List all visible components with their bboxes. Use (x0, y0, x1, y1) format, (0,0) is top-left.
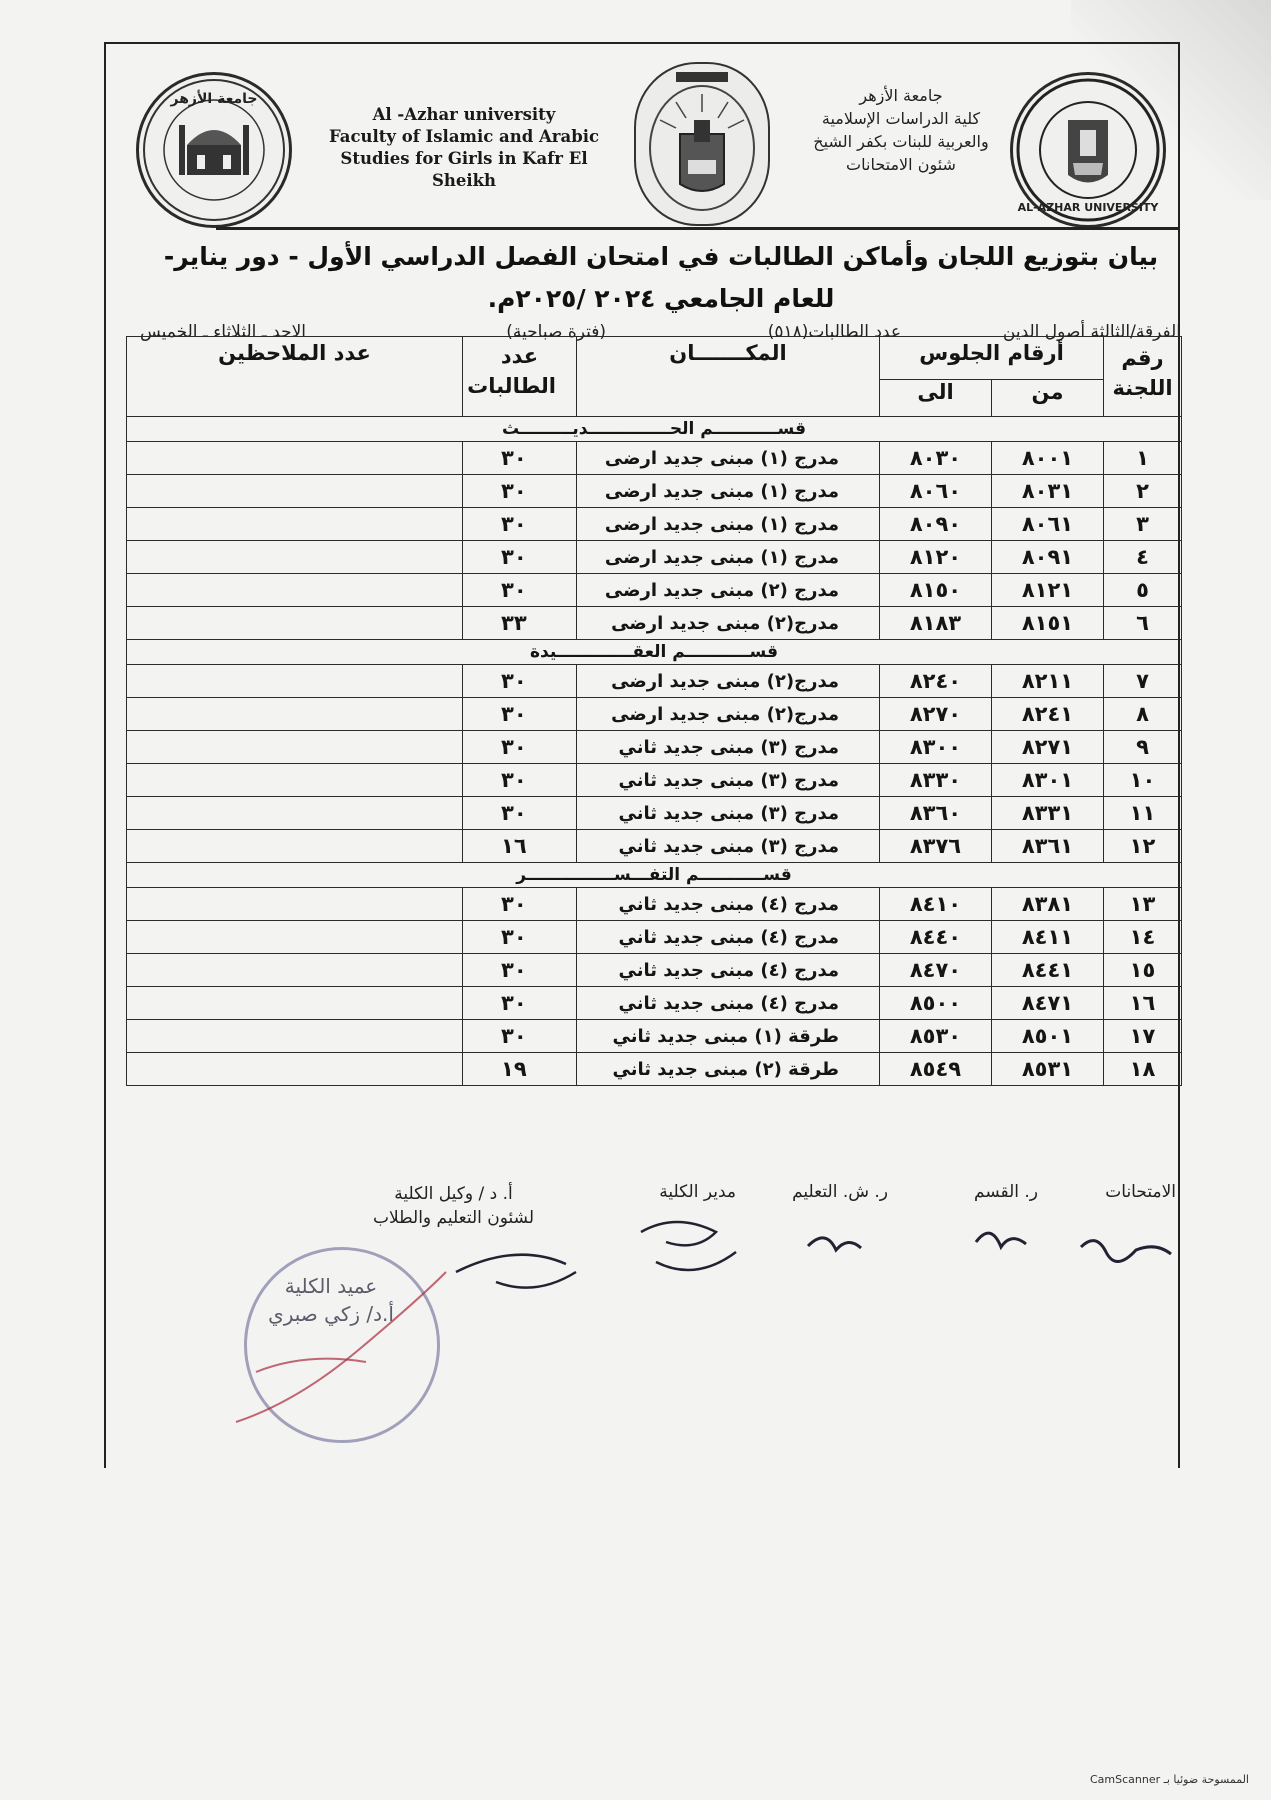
student-count: عدد الطالبات(٥١٨) (767, 322, 901, 342)
students-count-cell: ٣٠ (463, 954, 577, 987)
seat-to-cell: ٨١٨٣ (880, 607, 992, 640)
table-row (127, 698, 1182, 731)
header-observers-count: عدد الملاحظين (127, 337, 463, 417)
students-count-cell: ٣٠ (463, 541, 577, 574)
header-divider (216, 227, 1178, 230)
committee-number-cell: ١٧ (1104, 1020, 1182, 1053)
university-emblem-logo (634, 62, 770, 226)
vice-dean-line1: أ. د / وكيل الكلية (394, 1184, 513, 1204)
students-count-cell: ٣٠ (463, 1020, 577, 1053)
arabic-line-exams-office: شئون الامتحانات (846, 155, 956, 174)
committee-number-cell: ٩ (1104, 731, 1182, 764)
place-cell: طرقة (٢) مبنى جديد ثاني (577, 1053, 880, 1086)
seat-to-cell: ٨١٥٠ (880, 574, 992, 607)
english-letterhead (314, 104, 614, 192)
seat-from-cell: ٨٠٣١ (992, 475, 1104, 508)
seat-from-cell: ٨١٥١ (992, 607, 1104, 640)
seat-to-cell: ٨٣٧٦ (880, 830, 992, 863)
seat-to-cell: ٨٠٦٠ (880, 475, 992, 508)
red-signature-scribble (216, 1252, 476, 1452)
place-cell: مدرج (٣) مبنى جديد ثاني (577, 797, 880, 830)
header-students-count: عدد الطالبات (463, 337, 577, 417)
table-row (127, 442, 1182, 475)
stamp-line-title: عميد الكلية (284, 1274, 378, 1298)
section-header-row (127, 640, 1182, 665)
table-row (127, 954, 1182, 987)
committee-number-cell: ٤ (1104, 541, 1182, 574)
seat-from-cell: ٨٢٤١ (992, 698, 1104, 731)
students-count-cell: ٣٠ (463, 797, 577, 830)
students-count-cell: ٣٠ (463, 987, 577, 1020)
students-count-cell: ١٩ (463, 1053, 577, 1086)
seat-from-cell: ٨٣٨١ (992, 888, 1104, 921)
header-seat-to: الى (880, 380, 992, 417)
section-header-row (127, 417, 1182, 442)
observers-cell (127, 1020, 463, 1053)
exam-days: الاحد ـ الثلاثاء ـ الخميس (139, 322, 306, 342)
place-cell: مدرج (٤) مبنى جديد ثاني (577, 888, 880, 921)
observers-cell (127, 987, 463, 1020)
arabic-letterhead (796, 84, 1006, 176)
place-cell: مدرج (٤) مبنى جديد ثاني (577, 954, 880, 987)
table-row (127, 921, 1182, 954)
observers-cell (127, 665, 463, 698)
signature-label-exams: الامتحانات (1105, 1182, 1176, 1202)
observers-cell (127, 888, 463, 921)
document-page (96, 32, 1216, 1472)
committee-number-cell: ١٢ (1104, 830, 1182, 863)
committee-number-cell: ١٦ (1104, 987, 1182, 1020)
committee-number-cell: ٢ (1104, 475, 1182, 508)
table-row (127, 607, 1182, 640)
committee-number-cell: ١٨ (1104, 1053, 1182, 1086)
seat-from-cell: ٨٢١١ (992, 665, 1104, 698)
observers-cell (127, 954, 463, 987)
committee-number-cell: ١ (1104, 442, 1182, 475)
seat-from-cell: ٨٥٣١ (992, 1053, 1104, 1086)
students-count-cell: ٣٣ (463, 607, 577, 640)
seat-from-cell: ٨٣٠١ (992, 764, 1104, 797)
students-count-cell: ٣٠ (463, 574, 577, 607)
seat-from-cell: ٨٤٤١ (992, 954, 1104, 987)
observers-cell (127, 921, 463, 954)
table-row (127, 508, 1182, 541)
observers-cell (127, 698, 463, 731)
seat-to-cell: ٨٥٤٩ (880, 1053, 992, 1086)
place-cell: مدرج (١) مبنى جديد ارضى (577, 508, 880, 541)
document-subtitle-year: للعام الجامعي ٢٠٢٤ /٢٠٢٥م. (487, 284, 835, 313)
letterhead (106, 44, 1176, 224)
committee-number-cell: ١٥ (1104, 954, 1182, 987)
signature-label-dept-head: ر. القسم (974, 1182, 1038, 1202)
seat-to-cell: ٨٣٠٠ (880, 731, 992, 764)
place-cell: مدرج (٣) مبنى جديد ثاني (577, 731, 880, 764)
table-row (127, 665, 1182, 698)
seat-to-cell: ٨٤٧٠ (880, 954, 992, 987)
place-cell: مدرج (٣) مبنى جديد ثاني (577, 830, 880, 863)
exam-period: (فترة صباحية) (506, 322, 606, 342)
observers-cell (127, 830, 463, 863)
place-cell: مدرج(٢) مبنى جديد ارضى (577, 665, 880, 698)
table-row (127, 1053, 1182, 1086)
camscanner-footer: الممسوحة ضوئيا بـ CamScanner (1089, 1773, 1249, 1786)
header-place: المكـــــــان (577, 337, 880, 417)
seat-to-cell: ٨٤٤٠ (880, 921, 992, 954)
english-line-faculty: Faculty of Islamic and Arabic (328, 127, 600, 146)
table-row (127, 987, 1182, 1020)
header-seat-numbers: أرقام الجلوس (880, 337, 1104, 380)
place-cell: مدرج (٣) مبنى جديد ثاني (577, 764, 880, 797)
seat-from-cell: ٨٥٠١ (992, 1020, 1104, 1053)
committee-number-cell: ٧ (1104, 665, 1182, 698)
section-header-row (127, 863, 1182, 888)
section-title: قســـــــــــم الحــــــــــــــديـــــــــث (127, 417, 1182, 442)
place-cell: مدرج (١) مبنى جديد ارضى (577, 541, 880, 574)
place-cell: مدرج (٤) مبنى جديد ثاني (577, 987, 880, 1020)
table-row (127, 1020, 1182, 1053)
vice-dean-line2: لشئون التعليم والطلاب (372, 1208, 534, 1228)
seat-from-cell: ٨٠٦١ (992, 508, 1104, 541)
signature-label-college-manager: مدير الكلية (659, 1182, 736, 1202)
table-row (127, 541, 1182, 574)
students-count-cell: ٣٠ (463, 764, 577, 797)
committee-number-cell: ٥ (1104, 574, 1182, 607)
seat-to-cell: ٨٥٠٠ (880, 987, 992, 1020)
header-committee-number: رقم اللجنة (1104, 337, 1182, 417)
students-count-cell: ٣٠ (463, 888, 577, 921)
place-cell: مدرج (١) مبنى جديد ارضى (577, 442, 880, 475)
students-count-cell: ٣٠ (463, 921, 577, 954)
students-count-cell: ٣٠ (463, 698, 577, 731)
arabic-line-faculty: كلية الدراسات الإسلامية (821, 109, 981, 128)
seat-to-cell: ٨٠٣٠ (880, 442, 992, 475)
signature-label-edu-head: ر. ش. التعليم (792, 1182, 888, 1202)
committee-number-cell: ١٣ (1104, 888, 1182, 921)
students-count-cell: ٣٠ (463, 508, 577, 541)
table-body (127, 417, 1182, 1086)
place-cell: مدرج (٢) مبنى جديد ارضى (577, 574, 880, 607)
place-cell: مدرج (١) مبنى جديد ارضى (577, 475, 880, 508)
committee-number-cell: ٦ (1104, 607, 1182, 640)
table-row (127, 797, 1182, 830)
observers-cell (127, 574, 463, 607)
table-row (127, 475, 1182, 508)
seat-from-cell: ٨٠٩١ (992, 541, 1104, 574)
committee-number-cell: ١٠ (1104, 764, 1182, 797)
section-title: قســـــــــــم العقـــــــــــــيدة (127, 640, 1182, 665)
committee-number-cell: ١١ (1104, 797, 1182, 830)
arabic-line-university: جامعة الأزهر (859, 86, 943, 105)
seat-from-cell: ٨١٢١ (992, 574, 1104, 607)
observers-cell (127, 731, 463, 764)
table-row (127, 888, 1182, 921)
seat-from-cell: ٨٣٣١ (992, 797, 1104, 830)
observers-cell (127, 607, 463, 640)
seat-from-cell: ٨٠٠١ (992, 442, 1104, 475)
seat-from-cell: ٨٤١١ (992, 921, 1104, 954)
observers-cell (127, 764, 463, 797)
english-line-location: Studies for Girls in Kafr El Sheikh (340, 149, 588, 190)
seat-to-cell: ٨٣٣٠ (880, 764, 992, 797)
students-count-cell: ٣٠ (463, 731, 577, 764)
observers-cell (127, 1053, 463, 1086)
seat-from-cell: ٨٤٧١ (992, 987, 1104, 1020)
place-cell: مدرج(٢) مبنى جديد ارضى (577, 698, 880, 731)
document-title: بيان بتوزيع اللجان وأماكن الطالبات في امتحان الفصل الدراسي الأول - دور يناير- (163, 242, 1159, 271)
students-count-cell: ١٦ (463, 830, 577, 863)
observers-cell (127, 508, 463, 541)
seat-to-cell: ٨٣٦٠ (880, 797, 992, 830)
seal-lettering: AL-AZHAR UNIVERSITY (1017, 201, 1159, 214)
students-count-cell: ٣٠ (463, 475, 577, 508)
students-count-cell: ٣٠ (463, 442, 577, 475)
place-cell: طرقة (١) مبنى جديد ثاني (577, 1020, 880, 1053)
observers-cell (127, 475, 463, 508)
committee-number-cell: ٨ (1104, 698, 1182, 731)
arabic-line-location: والعربية للبنات بكفر الشيخ (813, 132, 989, 151)
seat-from-cell: ٨٣٦١ (992, 830, 1104, 863)
students-count-cell: ٣٠ (463, 665, 577, 698)
faculty-seal-logo (136, 72, 292, 228)
english-line-university: Al -Azhar university (372, 105, 556, 124)
class-name: الفرقة/الثالثة أصول الدين (1002, 322, 1181, 342)
committees-table (126, 336, 1182, 1086)
header-seat-from: من (992, 380, 1104, 417)
stamp-line-name: أ.د/ زكي صبري (268, 1302, 394, 1326)
seat-to-cell: ٨٢٧٠ (880, 698, 992, 731)
committee-number-cell: ١٤ (1104, 921, 1182, 954)
table-row (127, 830, 1182, 863)
section-title: قســـــــــــم التفـــســـــــــــــــر (127, 863, 1182, 888)
observers-cell (127, 442, 463, 475)
table-row (127, 764, 1182, 797)
seat-to-cell: ٨٠٩٠ (880, 508, 992, 541)
table-row (127, 731, 1182, 764)
place-cell: مدرج(٢) مبنى جديد ارضى (577, 607, 880, 640)
committee-number-cell: ٣ (1104, 508, 1182, 541)
observers-cell (127, 541, 463, 574)
alazhar-university-seal-logo (1010, 72, 1166, 228)
place-cell: مدرج (٤) مبنى جديد ثاني (577, 921, 880, 954)
seat-from-cell: ٨٢٧١ (992, 731, 1104, 764)
seat-to-cell: ٨٥٣٠ (880, 1020, 992, 1053)
observers-cell (127, 797, 463, 830)
table-row (127, 574, 1182, 607)
seat-to-cell: ٨٤١٠ (880, 888, 992, 921)
seat-to-cell: ٨١٢٠ (880, 541, 992, 574)
seal-lettering: جامعة الأزهر (170, 91, 258, 107)
seat-to-cell: ٨٢٤٠ (880, 665, 992, 698)
